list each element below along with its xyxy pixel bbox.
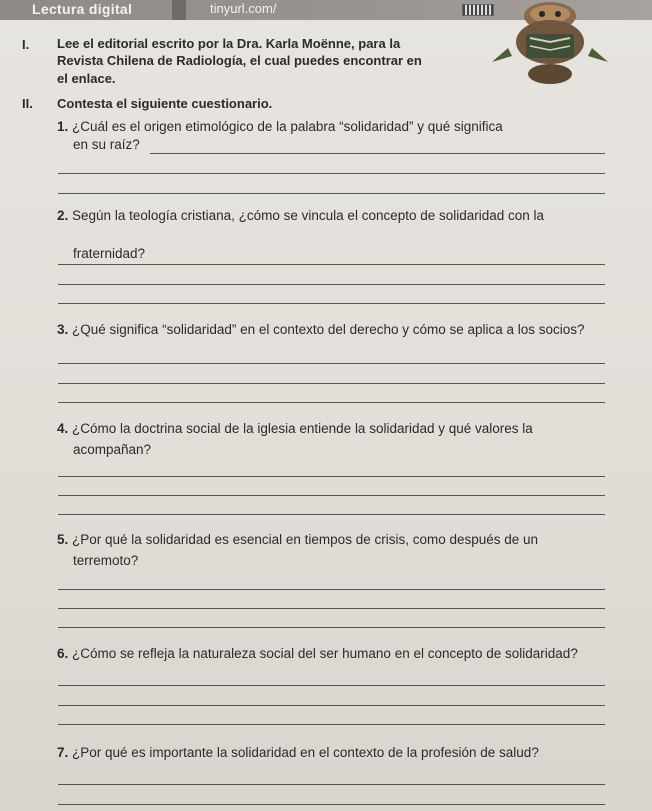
question-2-text (57, 208, 544, 224)
answer-line-2c[interactable] (58, 303, 605, 304)
section-1-line-3: el enlace. (57, 71, 116, 86)
answer-line-7a[interactable] (58, 784, 605, 785)
answer-line-4a[interactable] (58, 476, 605, 477)
answer-line-3b[interactable] (58, 383, 605, 384)
section-2-numeral: II. (22, 96, 33, 111)
question-6-number: 6. (57, 646, 69, 661)
section-1-line-2: Revista Chilena de Radiología, el cual puedes encontrar en (57, 53, 422, 68)
question-4-line-1: ¿Cómo la doctrina social de la iglesia entiende la solidaridad y qué valores la (72, 421, 533, 436)
banner-url-link[interactable]: tinyurl.com/ (210, 1, 277, 16)
answer-line-6b[interactable] (58, 705, 605, 706)
answer-line-6a[interactable] (58, 685, 605, 686)
question-5-text (57, 532, 538, 548)
answer-line-3a[interactable] (58, 363, 605, 364)
question-4-line-2: acompañan? (73, 442, 152, 457)
banner-title: Lectura digital (32, 1, 133, 17)
question-5-number: 5. (57, 532, 69, 547)
section-2-title: Contesta el siguiente cuestionario. (57, 96, 273, 111)
question-6-line-1: ¿Cómo se refleja la naturaleza social del ser humano en el concepto de solidaridad? (72, 646, 578, 661)
answer-line-5a[interactable] (58, 589, 605, 590)
question-1-line-1: ¿Cuál es el origen etimológico de la palabra “solidaridad” y qué significa (72, 119, 503, 134)
question-7-number: 7. (57, 745, 69, 760)
question-7-line-1: ¿Por qué es importante la solidaridad en el contexto de la profesión de salud? (72, 745, 539, 760)
banner-tab-divider (172, 0, 186, 20)
question-3-number: 3. (57, 322, 69, 337)
question-1-line-2: en su raíz? (73, 137, 140, 152)
answer-line-1b[interactable] (58, 173, 605, 174)
answer-line-3c[interactable] (58, 402, 605, 403)
question-2-line-1: Según la teología cristiana, ¿cómo se vincula el concepto de solidaridad con la (72, 208, 545, 223)
question-4-number: 4. (57, 421, 69, 436)
answer-line-4b[interactable] (58, 495, 605, 496)
question-5-line-1: ¿Por qué la solidaridad es esencial en tiempos de crisis, como después de un (72, 532, 539, 547)
section-1-line-1: Lee el editorial escrito por la Dra. Karla Moënne, para la (57, 36, 401, 51)
question-2-number: 2. (57, 208, 69, 223)
mascot-illustration-icon (490, 0, 610, 90)
section-1-numeral: I. (22, 37, 30, 52)
question-1-text (57, 119, 503, 135)
question-7-text (57, 745, 539, 761)
answer-line-2b[interactable] (58, 284, 605, 285)
answer-line-1a[interactable] (150, 153, 605, 154)
question-2-line-2: fraternidad? (73, 246, 146, 261)
answer-line-6c[interactable] (58, 724, 605, 725)
question-3-line-1: ¿Qué significa “solidaridad” en el contexto del derecho y cómo se aplica a los socios? (72, 322, 585, 337)
question-5-line-2: terremoto? (73, 553, 139, 568)
answer-line-7b[interactable] (58, 804, 605, 805)
answer-line-5c[interactable] (58, 627, 605, 628)
question-6-text (57, 646, 578, 662)
question-3-text (57, 322, 585, 338)
question-4-text (57, 421, 533, 437)
answer-line-4c[interactable] (58, 514, 605, 515)
answer-line-1c[interactable] (58, 193, 605, 194)
answer-line-2a[interactable] (58, 264, 605, 265)
question-1-number: 1. (57, 119, 69, 134)
answer-line-5b[interactable] (58, 608, 605, 609)
